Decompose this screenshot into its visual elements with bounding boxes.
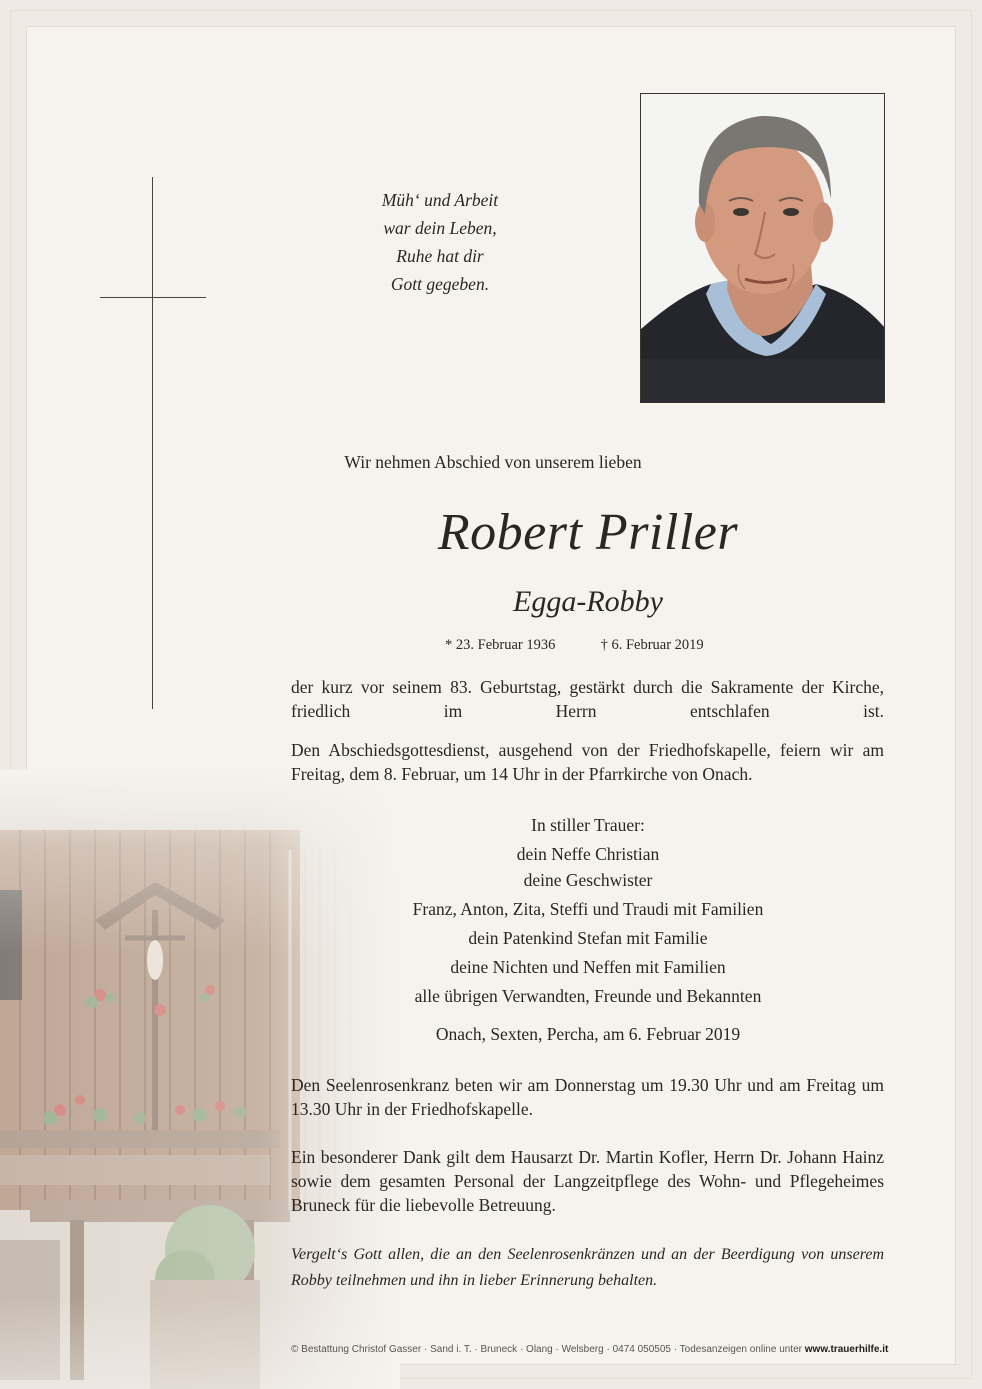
motto-line: Gott gegeben.	[390, 274, 490, 294]
paragraph-passing: der kurz vor seinem 83. Geburtstag, gestärkt durch die Sakramente der Kirche, friedlich im Herrn entschlafen ist.	[291, 677, 884, 721]
death-date: † 6. Februar 2019	[600, 637, 704, 653]
motto-line: Müh‘ und Arbeit	[381, 190, 499, 210]
mourners-list	[290, 811, 886, 1011]
life-dates	[445, 637, 704, 654]
mourner-line: dein Patenkind Stefan mit Familie	[468, 928, 708, 948]
mourner-line: dein Neffe Christian	[516, 844, 660, 864]
portrait-photo	[640, 93, 885, 403]
mourner-line: deine Geschwister	[523, 870, 653, 890]
deceased-name: Robert Priller	[437, 504, 739, 561]
birth-date: * 23. Februar 1936	[445, 637, 556, 653]
footer-credits	[291, 1344, 941, 1355]
motto-line: Ruhe hat dir	[396, 246, 484, 266]
place-and-date: Onach, Sexten, Percha, am 6. Februar 2019	[435, 1024, 741, 1044]
footer-link[interactable]: www.trauerhilfe.it	[804, 1344, 889, 1355]
cross-horizontal-bar	[100, 297, 206, 298]
mourner-line: deine Nichten und Neffen mit Familien	[450, 957, 726, 977]
paragraph-funeral-service: Den Abschiedsgottesdienst, ausgehend von der Friedhofskapelle, feiern wir am Freitag, dem 8. Februar, um 14 Uhr in der Pfarrkirche von Onach.	[291, 740, 884, 784]
intro-line: Wir nehmen Abschied von unserem lieben	[344, 452, 642, 472]
nickname: Egga-Robby	[513, 585, 663, 618]
portrait-illustration	[641, 94, 885, 403]
motto-line: war dein Leben,	[383, 218, 497, 238]
closing-gratitude: Vergelt‘s Gott allen, die an den Seelenrosenkränzen und an der Beerdigung von unserem Robby teilnehmen und ihn in lieber Erinnerung behalten.	[291, 1246, 884, 1289]
mourner-line: Franz, Anton, Zita, Steffi und Traudi mit Familien	[412, 899, 764, 919]
paragraph-thanks: Ein besonderer Dank gilt dem Hausarzt Dr. Martin Kofler, Herrn Dr. Johann Hainz sowie dem gesamten Personal der Langzeitpflege des Wohn- und Pflegeheimes Bruneck für die liebevolle Betreuung.	[291, 1147, 884, 1215]
mourner-line: alle übrigen Verwandten, Freunde und Bekannten	[414, 986, 762, 1006]
paragraph-rosary: Den Seelenrosenkranz beten wir am Donnerstag um 19.30 Uhr und am Freitag um 13.30 Uhr in der Friedhofskapelle.	[291, 1075, 884, 1119]
footer-text: © Bestattung Christof Gasser · Sand i. T. · Bruneck · Olang · Welsberg · 0474 050505 · Todesanzeigen online unter	[291, 1344, 805, 1355]
motto-verse	[340, 186, 540, 298]
mourners-heading: In stiller Trauer:	[531, 815, 645, 835]
cross-vertical-bar	[152, 177, 153, 709]
